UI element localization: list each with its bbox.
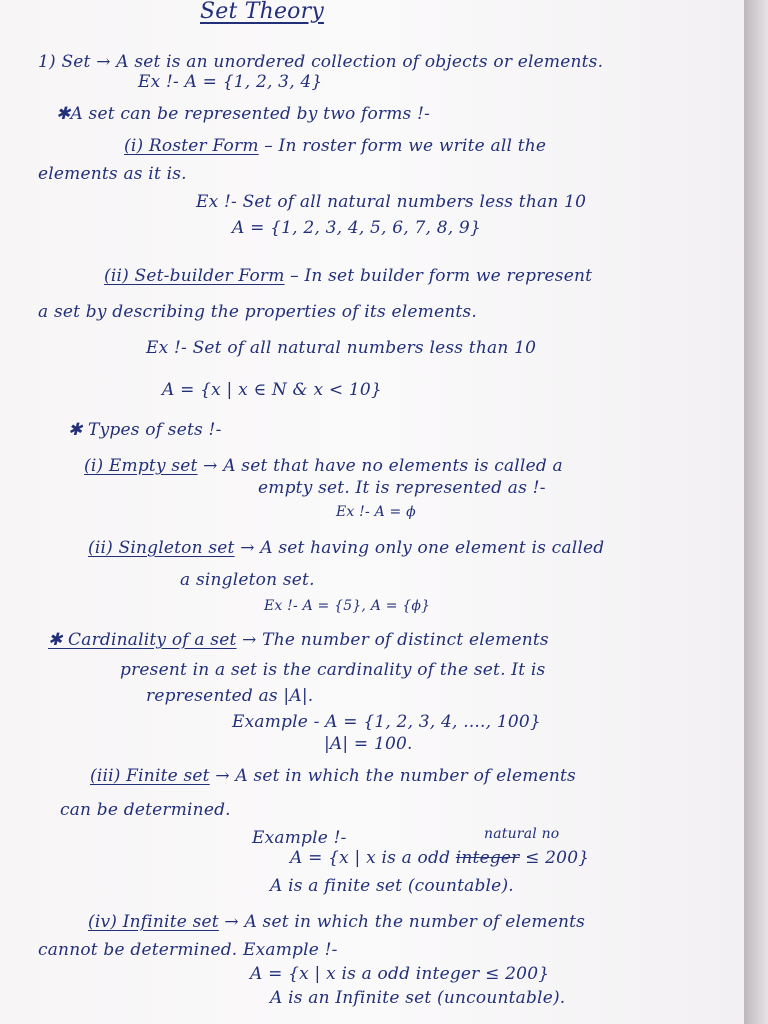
roster-form-line — [124, 136, 546, 156]
infinite-set-conclusion: A is an Infinite set (uncountable). — [270, 988, 566, 1008]
set-builder-set: A = {x | x ∈ N & x < 10} — [162, 380, 382, 400]
infinite-set-line — [88, 912, 585, 932]
infinite-set-desc-cont: cannot be determined. Example !- — [38, 940, 338, 960]
empty-set-desc: → A set that have no elements is called a — [197, 456, 563, 476]
finite-set-desc-cont: can be determined. — [60, 800, 231, 820]
finite-set-expr-end: ≤ 200} — [519, 848, 590, 868]
finite-set-line — [90, 766, 576, 786]
cardinality-desc: → The number of distinct elements — [236, 630, 549, 650]
set-example: Ex !- A = {1, 2, 3, 4} — [138, 72, 323, 92]
cardinality-line — [48, 630, 549, 650]
roster-form-desc: – In roster form we write all the — [258, 136, 547, 156]
singleton-heading: (ii) Singleton set — [88, 538, 235, 558]
finite-example-label: Example !- — [252, 828, 347, 848]
finite-set-expr-start: A = {x | x is a odd — [290, 848, 456, 868]
finite-set-desc: → A set in which the number of elements — [209, 766, 576, 786]
empty-set-example: Ex !- A = ϕ — [336, 504, 416, 520]
empty-set-desc-cont: empty set. It is represented as !- — [258, 478, 546, 498]
roster-set: A = {1, 2, 3, 4, 5, 6, 7, 8, 9} — [232, 218, 481, 238]
finite-example-note: natural no — [484, 826, 560, 842]
infinite-example-set: A = {x | x is a odd integer ≤ 200} — [250, 964, 550, 984]
set-builder-heading: (ii) Set-builder Form — [104, 266, 285, 286]
finite-set-struck-word: integer — [455, 848, 520, 868]
cardinality-notation: represented as |A|. — [146, 686, 314, 706]
singleton-line — [88, 538, 604, 558]
page-edge-shadow — [744, 0, 768, 1024]
infinite-set-heading: (iv) Infinite set — [88, 912, 219, 932]
cardinality-desc-cont: present in a set is the cardinality of the set. It is — [120, 660, 546, 680]
infinite-set-desc: → A set in which the number of elements — [218, 912, 586, 932]
roster-form-desc-cont: elements as it is. — [38, 164, 187, 184]
cardinality-heading: ✱ Cardinality of a set — [48, 630, 237, 650]
finite-set-conclusion: A is a finite set (countable). — [270, 876, 514, 896]
finite-set-heading: (iii) Finite set — [90, 766, 210, 786]
page-title: Set Theory — [200, 0, 324, 24]
singleton-example: Ex !- A = {5}, A = {ϕ} — [264, 598, 431, 614]
singleton-desc: → A set having only one element is called — [234, 538, 605, 558]
set-builder-desc-cont: a set by describing the properties of its elements. — [38, 302, 477, 322]
empty-set-heading: (i) Empty set — [84, 456, 198, 476]
finite-example-set — [290, 848, 589, 868]
roster-form-heading: (i) Roster Form — [124, 136, 259, 156]
empty-set-line — [84, 456, 563, 476]
roster-example: Ex !- Set of all natural numbers less than 10 — [196, 192, 587, 212]
set-builder-line — [104, 266, 592, 286]
types-heading: ✱ Types of sets !- — [68, 420, 222, 440]
set-builder-desc: – In set builder form we represent — [284, 266, 593, 286]
forms-heading: ✱A set can be represented by two forms !- — [56, 104, 431, 124]
cardinality-value: |A| = 100. — [324, 734, 413, 754]
cardinality-example: Example - A = {1, 2, 3, 4, ...., 100} — [232, 712, 541, 732]
set-builder-example: Ex !- Set of all natural numbers less than 10 — [146, 338, 537, 358]
singleton-desc-cont: a singleton set. — [180, 570, 315, 590]
set-definition: 1) Set → A set is an unordered collection of objects or elements. — [38, 52, 604, 72]
